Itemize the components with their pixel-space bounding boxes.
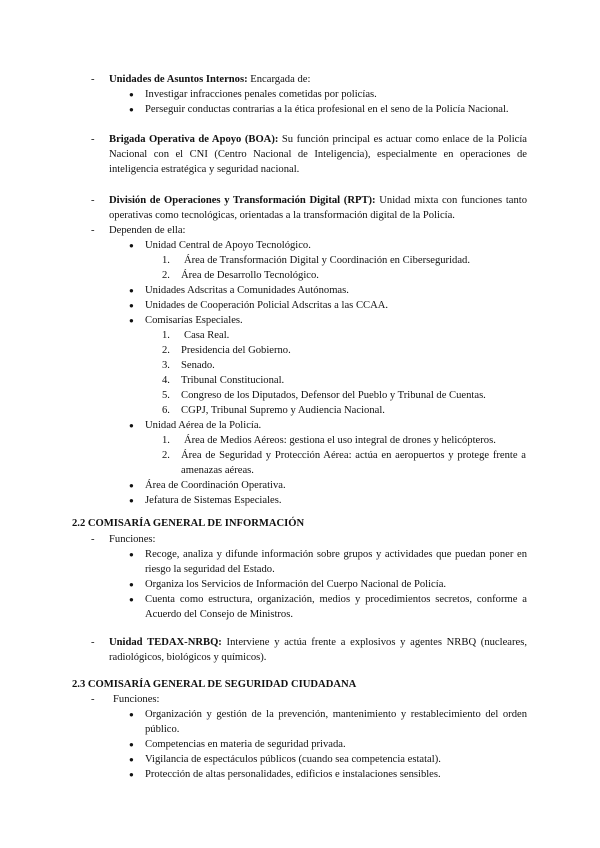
bullet-marker: ● — [129, 740, 134, 749]
bullet-marker: ● — [129, 90, 134, 99]
list-item: Protección de altas personalidades, edificios e instalaciones sensibles. — [145, 769, 441, 780]
brigada-title: Brigada Operativa de Apoyo (BOA): — [109, 134, 279, 145]
sub-item: Área de Seguridad y Protección Aérea: actúa en aeropuertos y protege frente a amenazas aéreas. — [181, 450, 526, 476]
rpt-text: Unidad mixta con funciones tanto operativas como tecnológicas, orientadas a la transformación digital de la Policía. — [109, 195, 528, 221]
list-item: Vigilancia de espectáculos públicos (cuando sea competencia estatal). — [145, 754, 441, 765]
list-item: Unidad Central de Apoyo Tecnológico. — [145, 240, 311, 251]
sub-item: Casa Real. — [184, 330, 230, 341]
number-marker: 6. — [162, 405, 170, 416]
rpt-title: División de Operaciones y Transformación Digital (RPT): — [109, 195, 376, 206]
number-marker: 2. — [162, 450, 170, 461]
dash-marker: - — [91, 195, 95, 206]
list-item: Jefatura de Sistemas Especiales. — [145, 495, 282, 506]
sub-item: Área de Desarrollo Tecnológico. — [181, 270, 319, 281]
dependen-label: Dependen de ella: — [109, 225, 186, 236]
sub-item: Presidencia del Gobierno. — [181, 345, 291, 356]
sub-item: Tribunal Constitucional. — [181, 375, 285, 386]
list-item: Investigar infracciones penales cometidas por policías. — [145, 89, 377, 100]
rpt-paragraph — [109, 193, 527, 223]
number-marker: 1. — [162, 435, 170, 446]
bullet-marker: ● — [129, 241, 134, 250]
tedax-title: Unidad TEDAX-NRBQ: — [109, 637, 222, 648]
list-item: Cuenta como estructura, organización, medios y procedimientos secretos, conforme a Acuerdo del Consejo de Ministros. — [145, 594, 527, 620]
list-item: Unidades Adscritas a Comunidades Autónomas. — [145, 285, 349, 296]
bullet-marker: ● — [129, 580, 134, 589]
bullet-marker: ● — [129, 770, 134, 779]
tedax-text: Interviene y actúa frente a explosivos y agentes NRBQ (nucleares, radiológicos, biológicos y químicos). — [109, 637, 527, 663]
dash-marker: - — [91, 74, 95, 85]
funciones-label: Funciones: — [109, 534, 156, 545]
bullet-marker: ● — [129, 301, 134, 310]
list-item: Perseguir conductas contrarias a la ética profesional en el seno de la Policía Nacional. — [145, 104, 509, 115]
sub-item: Área de Transformación Digital y Coordinación en Ciberseguridad. — [184, 255, 470, 266]
list-item: Área de Coordinación Operativa. — [145, 480, 286, 491]
bullet-marker: ● — [129, 710, 134, 719]
brigada-text: Su función principal es actuar como enlace de la Policía Nacional con el CNI (Centro Nacional de Inteligencia), especialmente en operaciones de inteligencia estratégica y seguridad nacional. — [109, 134, 528, 175]
number-marker: 1. — [162, 255, 170, 266]
list-item: Comisarías Especiales. — [145, 315, 243, 326]
brigada-paragraph — [109, 132, 527, 177]
dash-marker: - — [91, 134, 95, 145]
bullet-marker: ● — [129, 316, 134, 325]
list-item: Organización y gestión de la prevención, mantenimiento y restablecimiento del orden público. — [145, 709, 527, 735]
bullet-marker: ● — [129, 105, 134, 114]
asuntos-internos-heading — [109, 72, 310, 87]
tedax-paragraph — [109, 635, 527, 665]
number-marker: 2. — [162, 270, 170, 281]
number-marker: 3. — [162, 360, 170, 371]
dash-marker: - — [91, 534, 95, 545]
sub-item: Área de Medios Aéreos: gestiona el uso integral de drones y helicópteros. — [184, 435, 496, 446]
list-item: Competencias en materia de seguridad privada. — [145, 739, 346, 750]
bullet-marker: ● — [129, 286, 134, 295]
list-item: Unidad Aérea de la Policía. — [145, 420, 262, 431]
number-marker: 4. — [162, 375, 170, 386]
section-heading: 2.3 COMISARÍA GENERAL DE SEGURIDAD CIUDADANA — [72, 679, 357, 690]
asuntos-internos-title: Unidades de Asuntos Internos: — [109, 74, 248, 85]
bullet-marker: ● — [129, 550, 134, 559]
funciones-label: Funciones: — [113, 694, 160, 705]
bullet-marker: ● — [129, 481, 134, 490]
dash-marker: - — [91, 694, 95, 705]
bullet-marker: ● — [129, 595, 134, 604]
list-item: Recoge, analiza y difunde información sobre grupos y actividades que puedan poner en riesgo la seguridad del Estado. — [145, 549, 527, 575]
number-marker: 2. — [162, 345, 170, 356]
section-heading: 2.2 COMISARÍA GENERAL DE INFORMACIÓN — [72, 518, 305, 529]
list-item: Unidades de Cooperación Policial Adscritas a las CCAA. — [145, 300, 389, 311]
sub-item: Senado. — [181, 360, 215, 371]
sub-item: CGPJ, Tribunal Supremo y Audiencia Nacional. — [181, 405, 385, 416]
number-marker: 1. — [162, 330, 170, 341]
sub-item: Congreso de los Diputados, Defensor del Pueblo y Tribunal de Cuentas. — [181, 390, 486, 401]
bullet-marker: ● — [129, 496, 134, 505]
bullet-marker: ● — [129, 421, 134, 430]
asuntos-internos-text: Encargada de: — [247, 74, 311, 85]
dash-marker: - — [91, 637, 95, 648]
number-marker: 5. — [162, 390, 170, 401]
bullet-marker: ● — [129, 755, 134, 764]
dash-marker: - — [91, 225, 95, 236]
list-item: Organiza los Servicios de Información del Cuerpo Nacional de Policía. — [145, 579, 447, 590]
